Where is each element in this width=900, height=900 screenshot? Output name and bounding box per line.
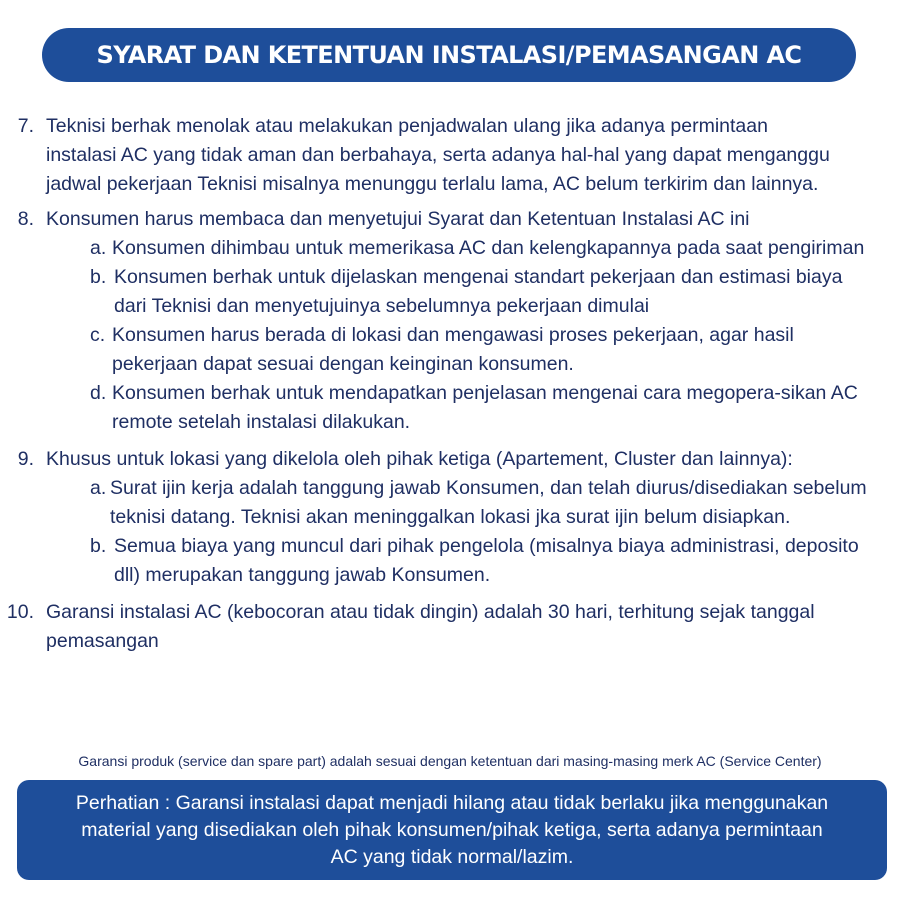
term-item-8 <box>0 205 900 437</box>
term-item-7 <box>0 112 900 199</box>
term-text: Khusus untuk lokasi yang dikelola oleh pihak ketiga (Apartement, Cluster dan lainnya): <box>46 448 793 470</box>
sub-text: Semua biaya yang muncul dari pihak pengelola (misalnya biaya administrasi, deposito dll) merupakan tanggung jawab Konsumen. <box>114 535 859 586</box>
notice-line: Perhatian : Garansi instalasi dapat menjadi hilang atau tidak berlaku jika menggunakan <box>75 791 829 814</box>
term-number: 10. <box>6 601 34 623</box>
sub-letter: d. <box>90 382 107 404</box>
term-text: Teknisi berhak menolak atau melakukan penjadwalan ulang jika adanya permintaan instalasi AC yang tidak aman dan berbahaya, serta adanya hal-hal yang dapat menganggu jadwal pekerjaan Teknisi misalnya menunggu terlalu lama, AC belum terkirim dan lainnya. <box>46 115 830 195</box>
sub-text: Surat ijin kerja adalah tanggung jawab Konsumen, dan telah diurus/disediakan sebelum teknisi datang. Teknisi akan meninggalkan lokasi jka surat ijin belum disiapkan. <box>110 477 867 528</box>
term-item-10 <box>0 598 900 656</box>
term-text: Konsumen harus membaca dan menyetujui Syarat dan Ketentuan Instalasi AC ini <box>46 208 750 230</box>
sub-letter: b. <box>90 266 107 288</box>
sub-letter: a. <box>90 477 107 499</box>
term-number: 9. <box>17 448 34 470</box>
sub-item <box>90 474 880 532</box>
page-title: SYARAT DAN KETENTUAN INSTALASI/PEMASANGAN AC <box>96 41 802 69</box>
sub-letter: b. <box>90 535 107 557</box>
sub-item <box>90 379 880 437</box>
term-number: 7. <box>17 115 34 137</box>
sub-text: Konsumen berhak untuk mendapatkan penjelasan mengenai cara megopera-sikan AC remote setelah instalasi dilakukan. <box>112 382 858 433</box>
sub-item <box>90 532 880 590</box>
title-banner <box>42 28 856 82</box>
sub-letter: c. <box>90 324 106 346</box>
term-text: Garansi instalasi AC (kebocoran atau tidak dingin) adalah 30 hari, terhitung sejak tanggal pemasangan <box>46 601 815 652</box>
sub-list <box>0 234 900 437</box>
sub-text: Konsumen harus berada di lokasi dan mengawasi proses pekerjaan, agar hasil pekerjaan dapat sesuai dengan keinginan konsumen. <box>112 324 794 375</box>
term-number: 8. <box>17 208 34 230</box>
notice-box <box>17 780 887 880</box>
sub-letter: a. <box>90 237 107 259</box>
notice-line: AC yang tidak normal/lazim. <box>330 845 574 868</box>
sub-text: Konsumen dihimbau untuk memerikasa AC dan kelengkapannya pada saat pengiriman <box>112 237 865 259</box>
sub-list <box>0 474 900 590</box>
terms-list <box>0 112 900 656</box>
sub-item <box>90 234 880 263</box>
sub-item <box>90 263 880 321</box>
notice-line: material yang disediakan oleh pihak konsumen/pihak ketiga, serta adanya permintaan <box>81 818 823 841</box>
term-item-9 <box>0 445 900 590</box>
warranty-note: Garansi produk (service dan spare part) adalah sesuai dengan ketentuan dari masing-masing merk AC (Service Center) <box>78 753 822 769</box>
sub-text: Konsumen berhak untuk dijelaskan mengenai standart pekerjaan dan estimasi biaya dari Teknisi dan menyetujuinya sebelumnya pekerjaan dimulai <box>114 266 843 317</box>
sub-item <box>90 321 880 379</box>
notice-text <box>76 790 828 871</box>
